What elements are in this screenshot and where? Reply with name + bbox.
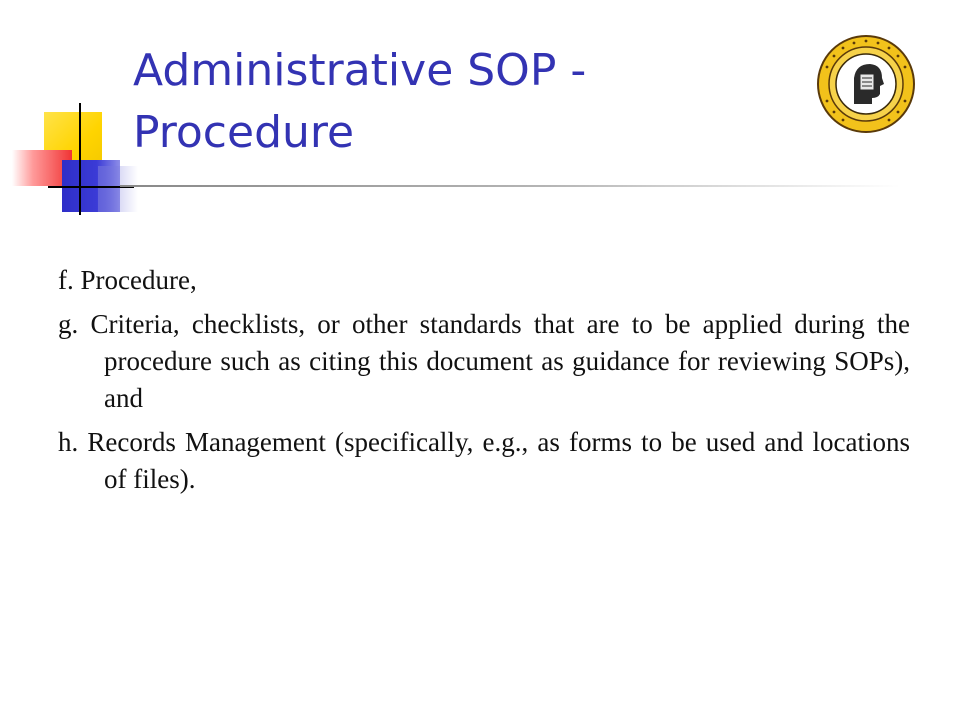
decor-vertical-line (79, 103, 81, 215)
list-item-h (58, 424, 910, 498)
slide-body (58, 262, 910, 505)
university-seal-icon (816, 34, 916, 134)
list-item-text: g. Criteria, checklists, or other standards that are to be applied during the procedure such as citing this document as guidance for reviewing SOPs), and (58, 309, 910, 413)
list-item-text: f. Procedure, (58, 265, 197, 295)
decor-blue-fade (98, 166, 138, 212)
title-underline (120, 185, 900, 187)
list-item-f (58, 262, 910, 299)
list-item-text: h. Records Management (specifically, e.g., as forms to be used and locations of files). (58, 427, 910, 494)
list-item-g (58, 306, 910, 417)
slide-title: Administrative SOP - Procedure (133, 45, 587, 158)
